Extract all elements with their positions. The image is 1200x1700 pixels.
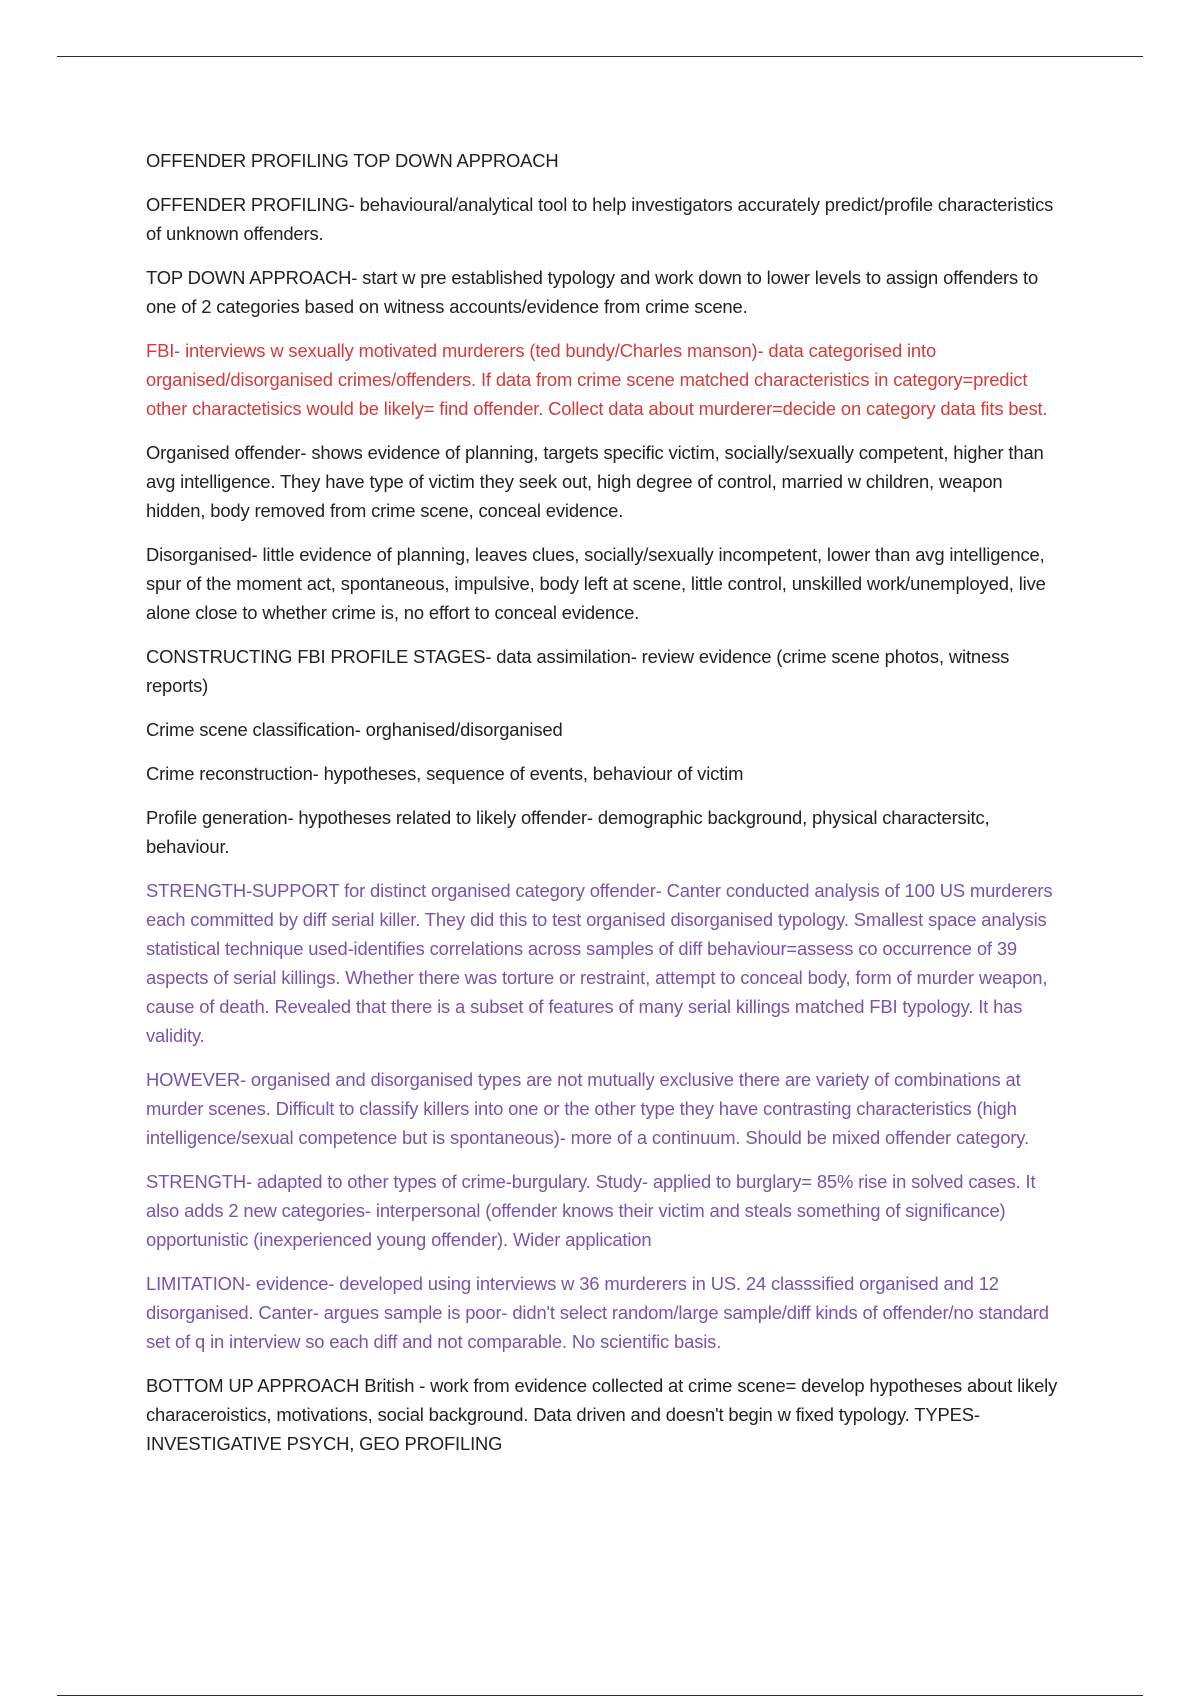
paragraph-crime-reconstruction: Crime reconstruction- hypotheses, sequence of events, behaviour of victim [146, 763, 744, 784]
paragraph-strength-support: STRENGTH-SUPPORT for distinct organised category offender- Canter conducted analysis of 100 US murderers each committed by diff serial killer. They did this to test organised disorganised typology. Smallest space analysis statistical technique used-identifies correlations across samples of diff behaviour=assess co occurrence of 39 aspects of serial killings. Whether there was torture or restraint, attempt to conceal body, form of murder weapon, cause of death. Revealed that there is a subset of features of many serial killings matched FBI typology. It has validity. [146, 880, 1053, 1046]
paragraph-profile-generation: Profile generation- hypotheses related to likely offender- demographic background, physical charactersitc, behaviour. [146, 807, 990, 857]
paragraph-limitation: LIMITATION- evidence- developed using interviews w 36 murderers in US. 24 classsified organised and 12 disorganised. Canter- argues sample is poor- didn't select random/large sample/diff kinds of offender/no standard set of q in interview so each diff and not comparable. No scientific basis. [146, 1273, 1049, 1352]
paragraph-constructing-profile-stages: CONSTRUCTING FBI PROFILE STAGES- data assimilation- review evidence (crime scene photos, witness reports) [146, 646, 1010, 696]
document-title: OFFENDER PROFILING TOP DOWN APPROACH [146, 150, 559, 171]
paragraph-crime-scene-classification: Crime scene classification- orghanised/disorganised [146, 719, 563, 740]
header-rule [57, 56, 1143, 57]
paragraph-bottom-up-approach: BOTTOM UP APPROACH British - work from evidence collected at crime scene= develop hypotheses about likely characeroistics, motivations, social background. Data driven and doesn't begin w fixed typology. TYPES- INVESTIGATIVE PSYCH, GEO PROFILING [146, 1375, 1058, 1454]
paragraph-disorganised-offender: Disorganised- little evidence of planning, leaves clues, socially/sexually incompetent, lower than avg intelligence, spur of the moment act, spontaneous, impulsive, body left at scene, little control, unskilled work/unemployed, live alone close to whether crime is, no effort to conceal evidence. [146, 544, 1046, 623]
footer-rule [57, 1695, 1143, 1696]
paragraph-however: HOWEVER- organised and disorganised types are not mutually exclusive there are variety of combinations at murder scenes. Difficult to classify killers into one or the other type they have contrasting characteristics (high intelligence/sexual competence but is spontaneous)- more of a continuum. Should be mixed offender category. [146, 1069, 1029, 1148]
paragraph-fbi-interviews: FBI- interviews w sexually motivated murderers (ted bundy/Charles manson)- data categorised into organised/disorganised crimes/offenders. If data from crime scene matched characteristics in category=predict other charactetisics would be likely= find offender. Collect data about murderer=decide on category data fits best. [146, 340, 1048, 419]
paragraph-strength-adapted: STRENGTH- adapted to other types of crime-burgulary. Study- applied to burglary= 85% rise in solved cases. It also adds 2 new categories- interpersonal (offender knows their victim and steals something of significance) opportunistic (inexperienced young offender). Wider application [146, 1171, 1036, 1250]
paragraph-offender-profiling-definition: OFFENDER PROFILING- behavioural/analytical tool to help investigators accurately predict/profile characteristics of unknown offenders. [146, 194, 1054, 244]
paragraph-organised-offender: Organised offender- shows evidence of planning, targets specific victim, socially/sexually competent, higher than avg intelligence. They have type of victim they seek out, high degree of control, married w children, weapon hidden, body removed from crime scene, conceal evidence. [146, 442, 1044, 521]
document-body [146, 146, 1058, 1473]
paragraph-top-down-approach: TOP DOWN APPROACH- start w pre established typology and work down to lower levels to assign offenders to one of 2 categories based on witness accounts/evidence from crime scene. [146, 267, 1039, 317]
